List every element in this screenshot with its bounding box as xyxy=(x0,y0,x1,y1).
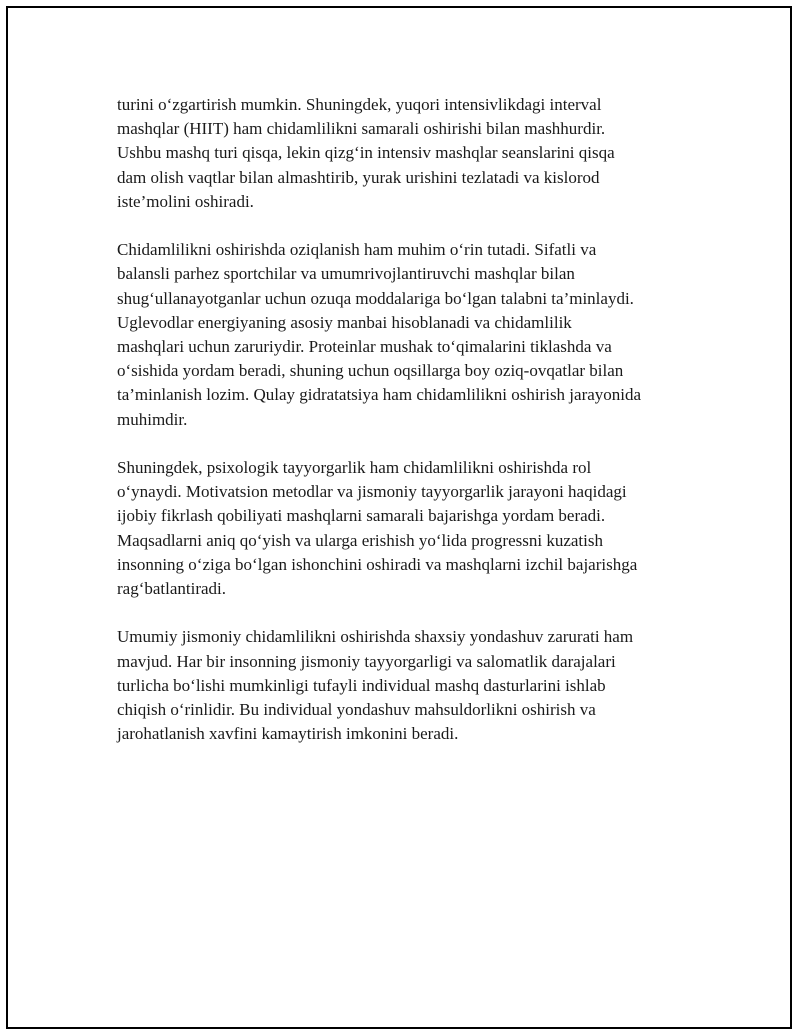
text-line: iste’molini oshiradi. xyxy=(117,191,254,211)
text-line: o‘ynaydi. Motivatsion metodlar va jismoniy tayyorgarlik jarayoni haqidagi xyxy=(117,482,627,502)
text-line: Ushbu mashq turi qisqa, lekin qizg‘in intensiv mashqlar seanslarini qisqa xyxy=(117,143,615,163)
text-line: ijobiy fikrlash qobiliyati mashqlarni samarali bajarishga yordam beradi. xyxy=(117,506,606,526)
text-line: ta’minlanish lozim. Qulay gidratatsiya ham chidamlilikni oshirish jarayonida xyxy=(117,385,642,405)
text-line: Umumiy jismoniy chidamlilikni oshirishda shaxsiy yondashuv zarurati ham xyxy=(117,627,634,647)
text-line: mavjud. Har bir insonning jismoniy tayyorgarligi va salomatlik darajalari xyxy=(117,651,616,671)
paragraph-individual-approach xyxy=(117,625,692,746)
text-line: chiqish o‘rinlidir. Bu individual yondashuv mahsuldorlikni oshirish va xyxy=(117,700,596,720)
paragraph-interval-training xyxy=(117,93,692,214)
text-line: mashqlari uchun zaruriydir. Proteinlar mushak to‘qimalarini tiklashda va xyxy=(117,337,612,357)
text-line: rag‘batlantiradi. xyxy=(117,579,227,599)
document-body xyxy=(117,93,692,771)
text-line: shug‘ullanayotganlar uchun ozuqa moddalariga bo‘lgan talabni ta’minlaydi. xyxy=(117,288,634,308)
paragraph-psychological-readiness xyxy=(117,456,692,601)
text-line: Shuningdek, psixologik tayyorgarlik ham chidamlilikni oshirishda rol xyxy=(117,458,592,478)
text-line: Uglevodlar energiyaning asosiy manbai hisoblanadi va chidamlilik xyxy=(117,312,572,332)
text-line: turini o‘zgartirish mumkin. Shuningdek, yuqori intensivlikdagi interval xyxy=(117,95,602,114)
text-line: Maqsadlarni aniq qo‘yish va ularga erishish yo‘lida progressni kuzatish xyxy=(117,530,603,550)
text-line: o‘sishida yordam beradi, shuning uchun oqsillarga boy oziq-ovqatlar bilan xyxy=(117,361,624,381)
text-line: balansli parhez sportchilar va umumrivojlantiruvchi mashqlar bilan xyxy=(117,264,575,284)
text-line: jarohatlanish xavfini kamaytirish imkonini beradi. xyxy=(117,724,459,744)
paragraph-nutrition xyxy=(117,238,692,432)
text-line: insonning o‘ziga bo‘lgan ishonchini oshiradi va mashqlarni izchil bajarishga xyxy=(117,554,638,574)
text-line: muhimdir. xyxy=(117,409,188,429)
text-line: turlicha bo‘lishi mumkinligi tufayli individual mashq dasturlarini ishlab xyxy=(117,675,606,695)
text-line: Chidamlilikni oshirishda oziqlanish ham muhim o‘rin tutadi. Sifatli va xyxy=(117,240,597,260)
text-line: mashqlar (HIIT) ham chidamlilikni samarali oshirishi bilan mashhurdir. xyxy=(117,119,606,139)
text-line: dam olish vaqtlar bilan almashtirib, yurak urishini tezlatadi va kislorod xyxy=(117,167,600,187)
